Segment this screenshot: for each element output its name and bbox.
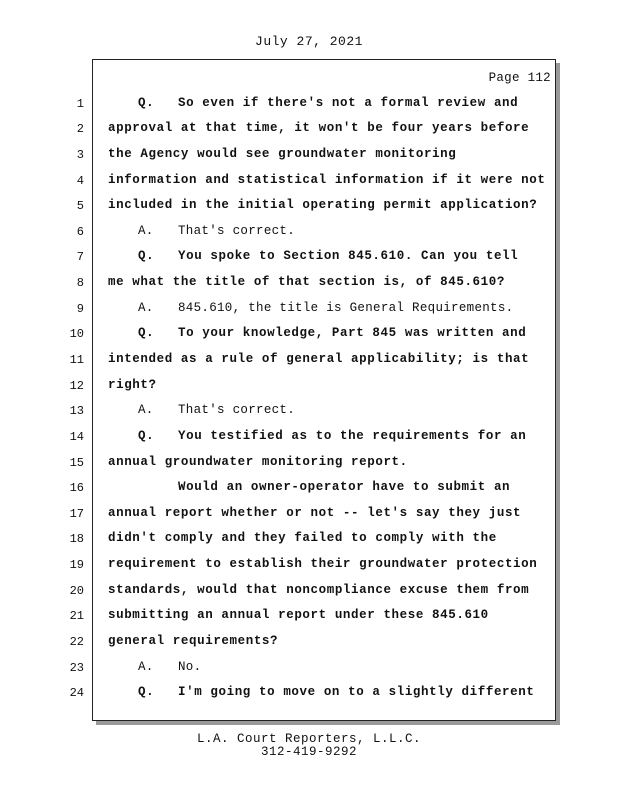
line-number: 23	[69, 661, 84, 675]
speaker-prefix: A.	[138, 301, 154, 315]
transcript-line: included in the initial operating permit application?	[108, 198, 538, 212]
line-number: 19	[69, 558, 84, 572]
transcript-line	[108, 326, 578, 340]
transcript-line: me what the title of that section is, of 845.610?	[108, 275, 505, 289]
transcript-line: standards, would that noncompliance excuse them from	[108, 583, 530, 597]
transcript-line	[108, 96, 578, 110]
line-number: 17	[69, 507, 84, 521]
line-number: 2	[76, 122, 84, 136]
line-number: 9	[76, 302, 84, 316]
reporter-phone: 312-419-9292	[260, 745, 357, 759]
line-number: 4	[76, 174, 84, 188]
line-number: 15	[69, 456, 84, 470]
speaker-prefix: Q.	[138, 429, 155, 443]
transcript-line	[108, 301, 578, 315]
transcript-date: July 27, 2021	[255, 34, 363, 49]
line-number: 14	[69, 430, 84, 444]
transcript-line: general requirements?	[108, 634, 279, 648]
transcript-line	[108, 403, 578, 417]
speaker-prefix: Q.	[138, 249, 155, 263]
transcript-line	[108, 660, 578, 674]
line-number: 24	[69, 686, 84, 700]
transcript-line: intended as a rule of general applicability; is that	[108, 352, 530, 366]
speaker-prefix: Q.	[138, 685, 155, 699]
line-content: 845.610, the title is General Requirements.	[178, 301, 514, 315]
line-number: 11	[69, 353, 84, 367]
line-content: You testified as to the requirements for an	[178, 429, 527, 443]
line-number: 5	[76, 199, 84, 213]
transcript-line	[108, 429, 578, 443]
speaker-prefix: A.	[138, 403, 154, 417]
line-content: So even if there's not a formal review and	[178, 96, 519, 110]
line-number: 22	[69, 635, 84, 649]
transcript-line: approval at that time, it won't be four years before	[108, 121, 530, 135]
line-content: That's correct.	[178, 403, 296, 417]
transcript-line: information and statistical information if it were not	[108, 173, 546, 187]
transcript-line: annual groundwater monitoring report.	[108, 455, 408, 469]
line-number: 7	[76, 250, 84, 264]
line-content: To your knowledge, Part 845 was written and	[178, 326, 527, 340]
transcript-line: didn't comply and they failed to comply with the	[108, 531, 497, 545]
line-content: No.	[178, 660, 202, 674]
transcript-line: the Agency would see groundwater monitoring	[108, 147, 457, 161]
speaker-prefix: A.	[138, 224, 154, 238]
transcript-line: requirement to establish their groundwater protection	[108, 557, 538, 571]
line-number: 3	[76, 148, 84, 162]
speaker-prefix: Q.	[138, 96, 155, 110]
page-number: Page 112	[488, 71, 551, 85]
line-content: You spoke to Section 845.610. Can you tell	[178, 249, 519, 263]
transcript-line: annual report whether or not -- let's say they just	[108, 506, 522, 520]
line-number: 13	[69, 404, 84, 418]
line-content: That's correct.	[178, 224, 296, 238]
transcript-line: right?	[108, 378, 157, 392]
speaker-prefix: Q.	[138, 326, 155, 340]
line-number: 20	[69, 584, 84, 598]
transcript-line	[108, 685, 578, 699]
transcript-line	[108, 249, 578, 263]
line-number: 12	[69, 379, 84, 393]
transcript-line: Would an owner-operator have to submit an	[178, 480, 511, 494]
speaker-prefix: A.	[138, 660, 154, 674]
line-number: 21	[69, 609, 84, 623]
transcript-line	[108, 224, 578, 238]
reporter-company: L.A. Court Reporters, L.L.C.	[196, 732, 422, 746]
line-number: 18	[69, 532, 84, 546]
line-number: 16	[69, 481, 84, 495]
line-content: I'm going to move on to a slightly different	[178, 685, 535, 699]
line-number: 10	[69, 327, 84, 341]
line-number: 1	[76, 97, 84, 111]
line-number: 8	[76, 276, 84, 290]
line-number: 6	[76, 225, 84, 239]
footer	[0, 733, 618, 759]
transcript-line: submitting an annual report under these 845.610	[108, 608, 489, 622]
